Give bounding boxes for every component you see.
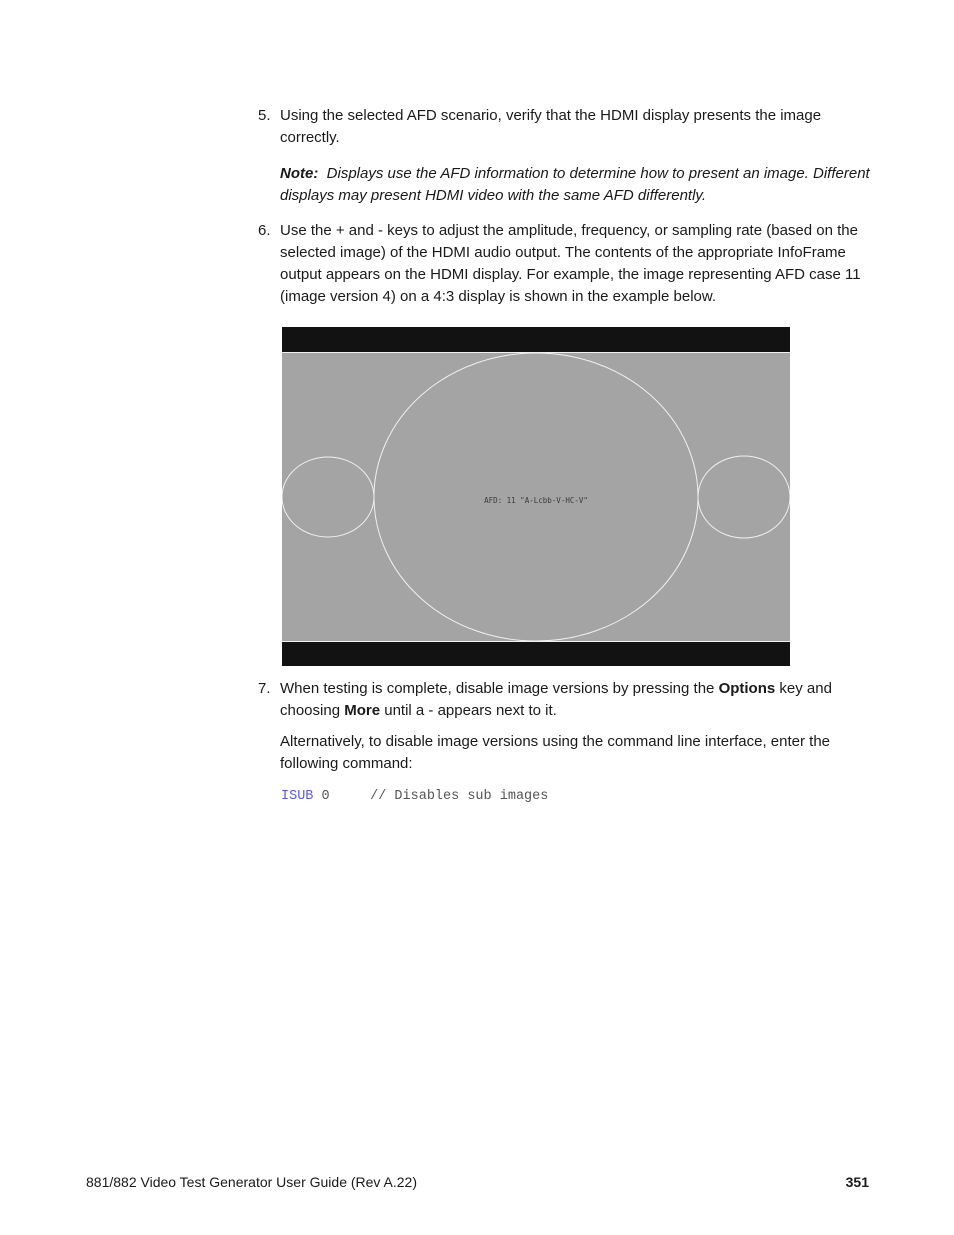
note-label: Note:	[280, 165, 319, 182]
note-text: Displays use the AFD information to determine how to present an image. Different displays may present HDMI video with the same AFD differently.	[280, 165, 870, 204]
step-text: When testing is complete, disable image versions by pressing the Options key and choosing More until a - appears next to it.	[280, 680, 832, 719]
command-keyword: ISUB	[281, 789, 314, 804]
options-key: Options	[718, 680, 776, 697]
top-bar	[282, 327, 790, 352]
afd-label: AFD: 11 "A-Lcbb-V-HC-V"	[484, 496, 588, 505]
afd-test-image	[282, 327, 790, 666]
step-number: 6.	[258, 222, 271, 239]
step-text: Use the + and - keys to adjust the amplitude, frequency, or sampling rate (based on the selected image) of the HDMI audio output. The contents of the appropriate InfoFrame output appears on the HDMI display. For example, the image representing AFD case 11 (image version 4) on a 4:3 display is shown in the example below.	[280, 222, 861, 305]
alternative-paragraph: Alternatively, to disable image versions using the command line interface, enter the following command:	[280, 733, 831, 772]
step-number: 7.	[258, 680, 271, 697]
command-line	[281, 786, 548, 808]
footer-title: 881/882 Video Test Generator User Guide (Rev A.22)	[86, 1174, 418, 1190]
step-text: Using the selected AFD scenario, verify that the HDMI display presents the image correctly.	[280, 107, 822, 146]
bottom-bar	[282, 642, 790, 666]
step-number: 5.	[258, 107, 271, 124]
command-arg: 0	[313, 789, 330, 804]
page-number: 351	[845, 1174, 869, 1190]
more-option: More	[344, 702, 381, 719]
note	[280, 163, 870, 207]
command-comment: // Disables sub images	[329, 789, 549, 804]
